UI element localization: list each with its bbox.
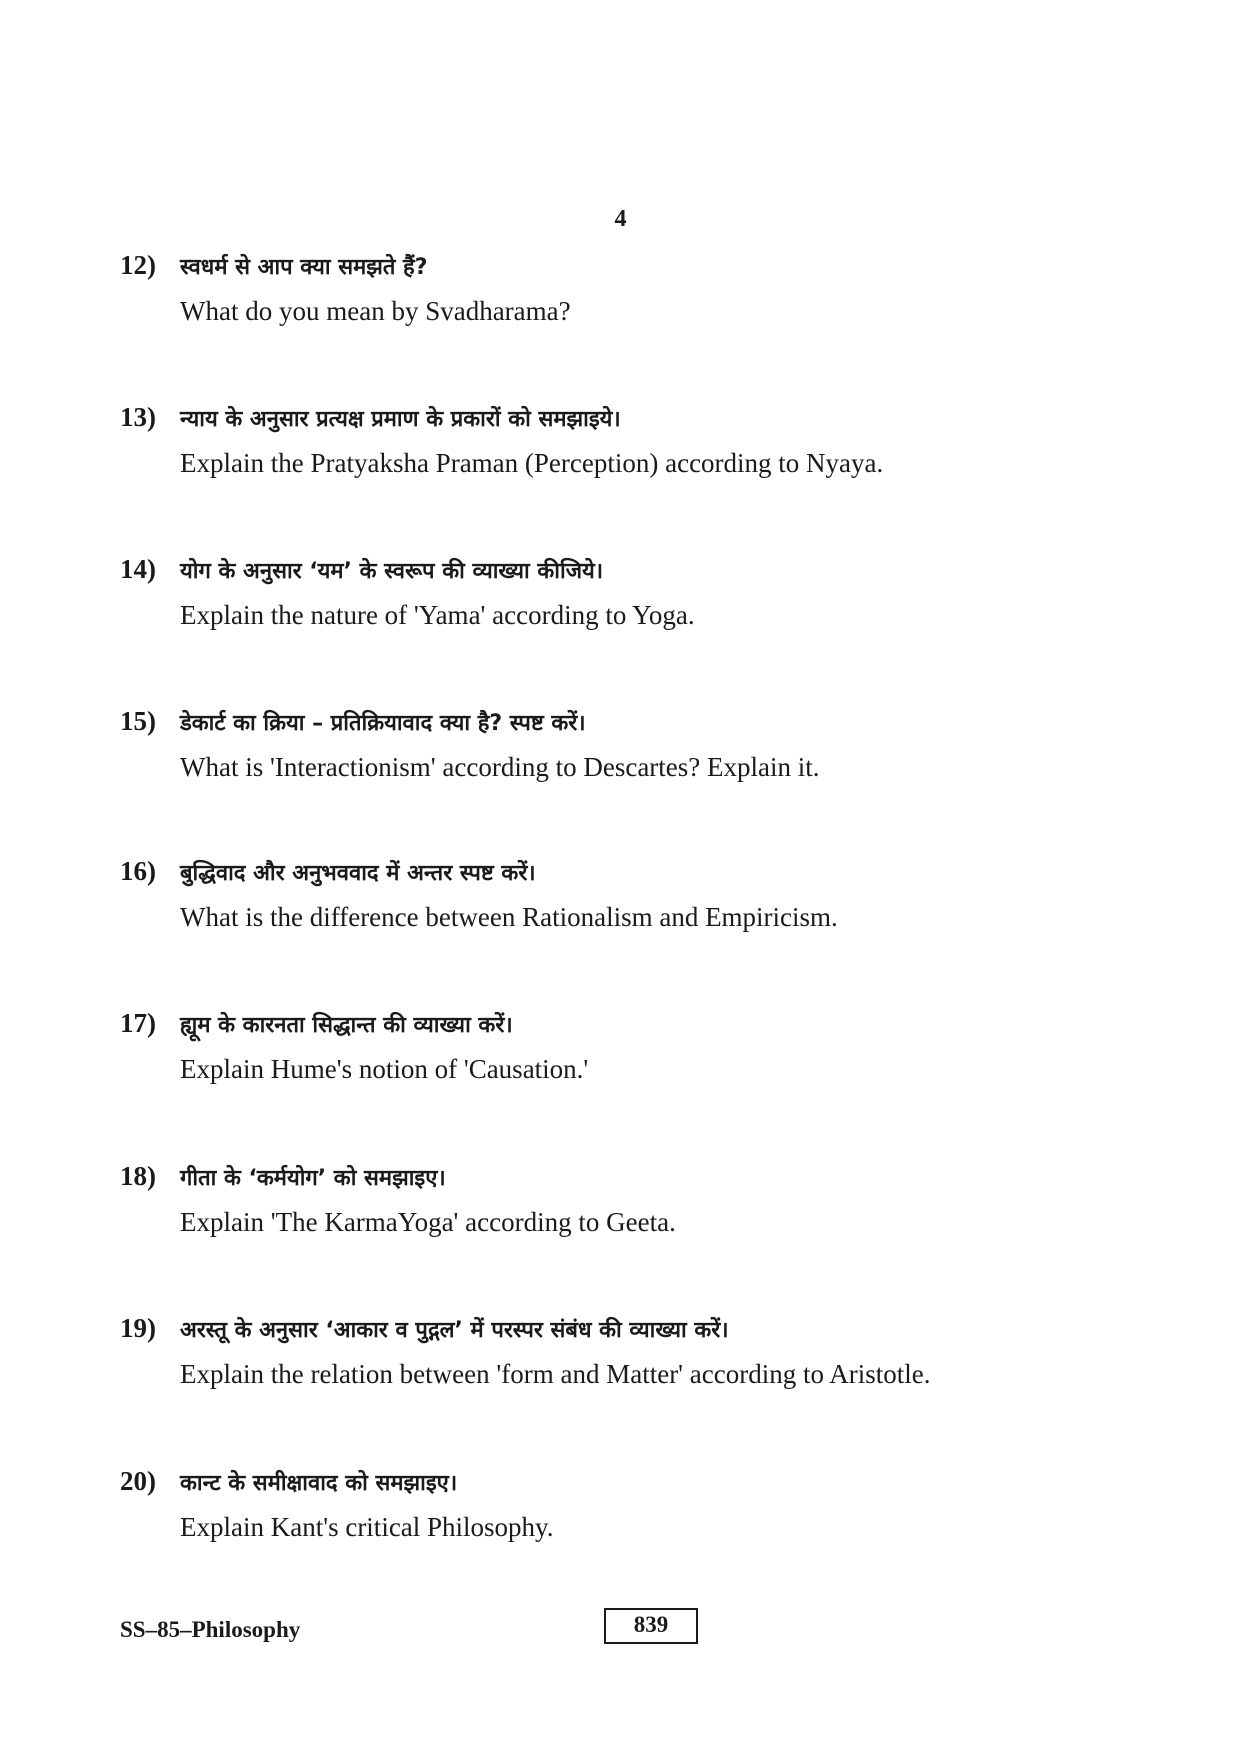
question-hindi: गीता के ‘कर्मयोग’ को समझाइए।	[180, 1166, 446, 1191]
question-hindi: बुद्धिवाद और अनुभववाद में अन्तर स्पष्ट करें।	[180, 861, 536, 886]
question-english: Explain 'The KarmaYoga' according to Geeta.	[180, 1207, 676, 1237]
question-number: 19)	[120, 1313, 156, 1343]
question-number: 18)	[120, 1161, 156, 1191]
page-code-box: 839	[604, 1608, 698, 1644]
question-english: Explain the Pratyaksha Praman (Perception) according to Nyaya.	[180, 448, 884, 478]
question-number: 16)	[120, 856, 156, 886]
question-hindi: स्वधर्म से आप क्या समझते हैं?	[180, 255, 428, 280]
question-hindi: अरस्तू के अनुसार ‘आकार व पुद्गल’ में परस्पर संबंध की व्याख्या करें।	[180, 1318, 729, 1343]
question-hindi: ह्यूम के कारनता सिद्धान्त की व्याख्या करें।	[180, 1013, 513, 1038]
question-english: What is 'Interactionism' according to Descartes? Explain it.	[180, 752, 820, 782]
question-hindi: न्याय के अनुसार प्रत्यक्ष प्रमाण के प्रकारों को समझाइये।	[180, 407, 621, 432]
question-number: 15)	[120, 706, 156, 736]
question-hindi: कान्ट के समीक्षावाद को समझाइए।	[180, 1471, 458, 1496]
question-english: Explain Hume's notion of 'Causation.'	[180, 1054, 589, 1084]
question-hindi: योग के अनुसार ‘यम’ के स्वरूप की व्याख्या कीजिये।	[180, 559, 604, 584]
question-english: What is the difference between Rationalism and Empiricism.	[180, 902, 838, 932]
page-number: 4	[614, 206, 627, 232]
question-english: Explain the nature of 'Yama' according to Yoga.	[180, 600, 695, 630]
question-number: 14)	[120, 554, 156, 584]
question-english: Explain the relation between 'form and Matter' according to Aristotle.	[180, 1359, 931, 1389]
question-english: Explain Kant's critical Philosophy.	[180, 1512, 554, 1542]
question-number: 12)	[120, 250, 156, 280]
question-hindi: डेकार्ट का क्रिया – प्रतिक्रियावाद क्या है? स्पष्ट करें।	[180, 711, 586, 736]
question-english: What do you mean by Svadharama?	[180, 296, 571, 326]
question-number: 20)	[120, 1466, 156, 1496]
paper-code: SS–85–Philosophy	[120, 1617, 301, 1642]
question-number: 13)	[120, 402, 156, 432]
question-number: 17)	[120, 1008, 156, 1038]
